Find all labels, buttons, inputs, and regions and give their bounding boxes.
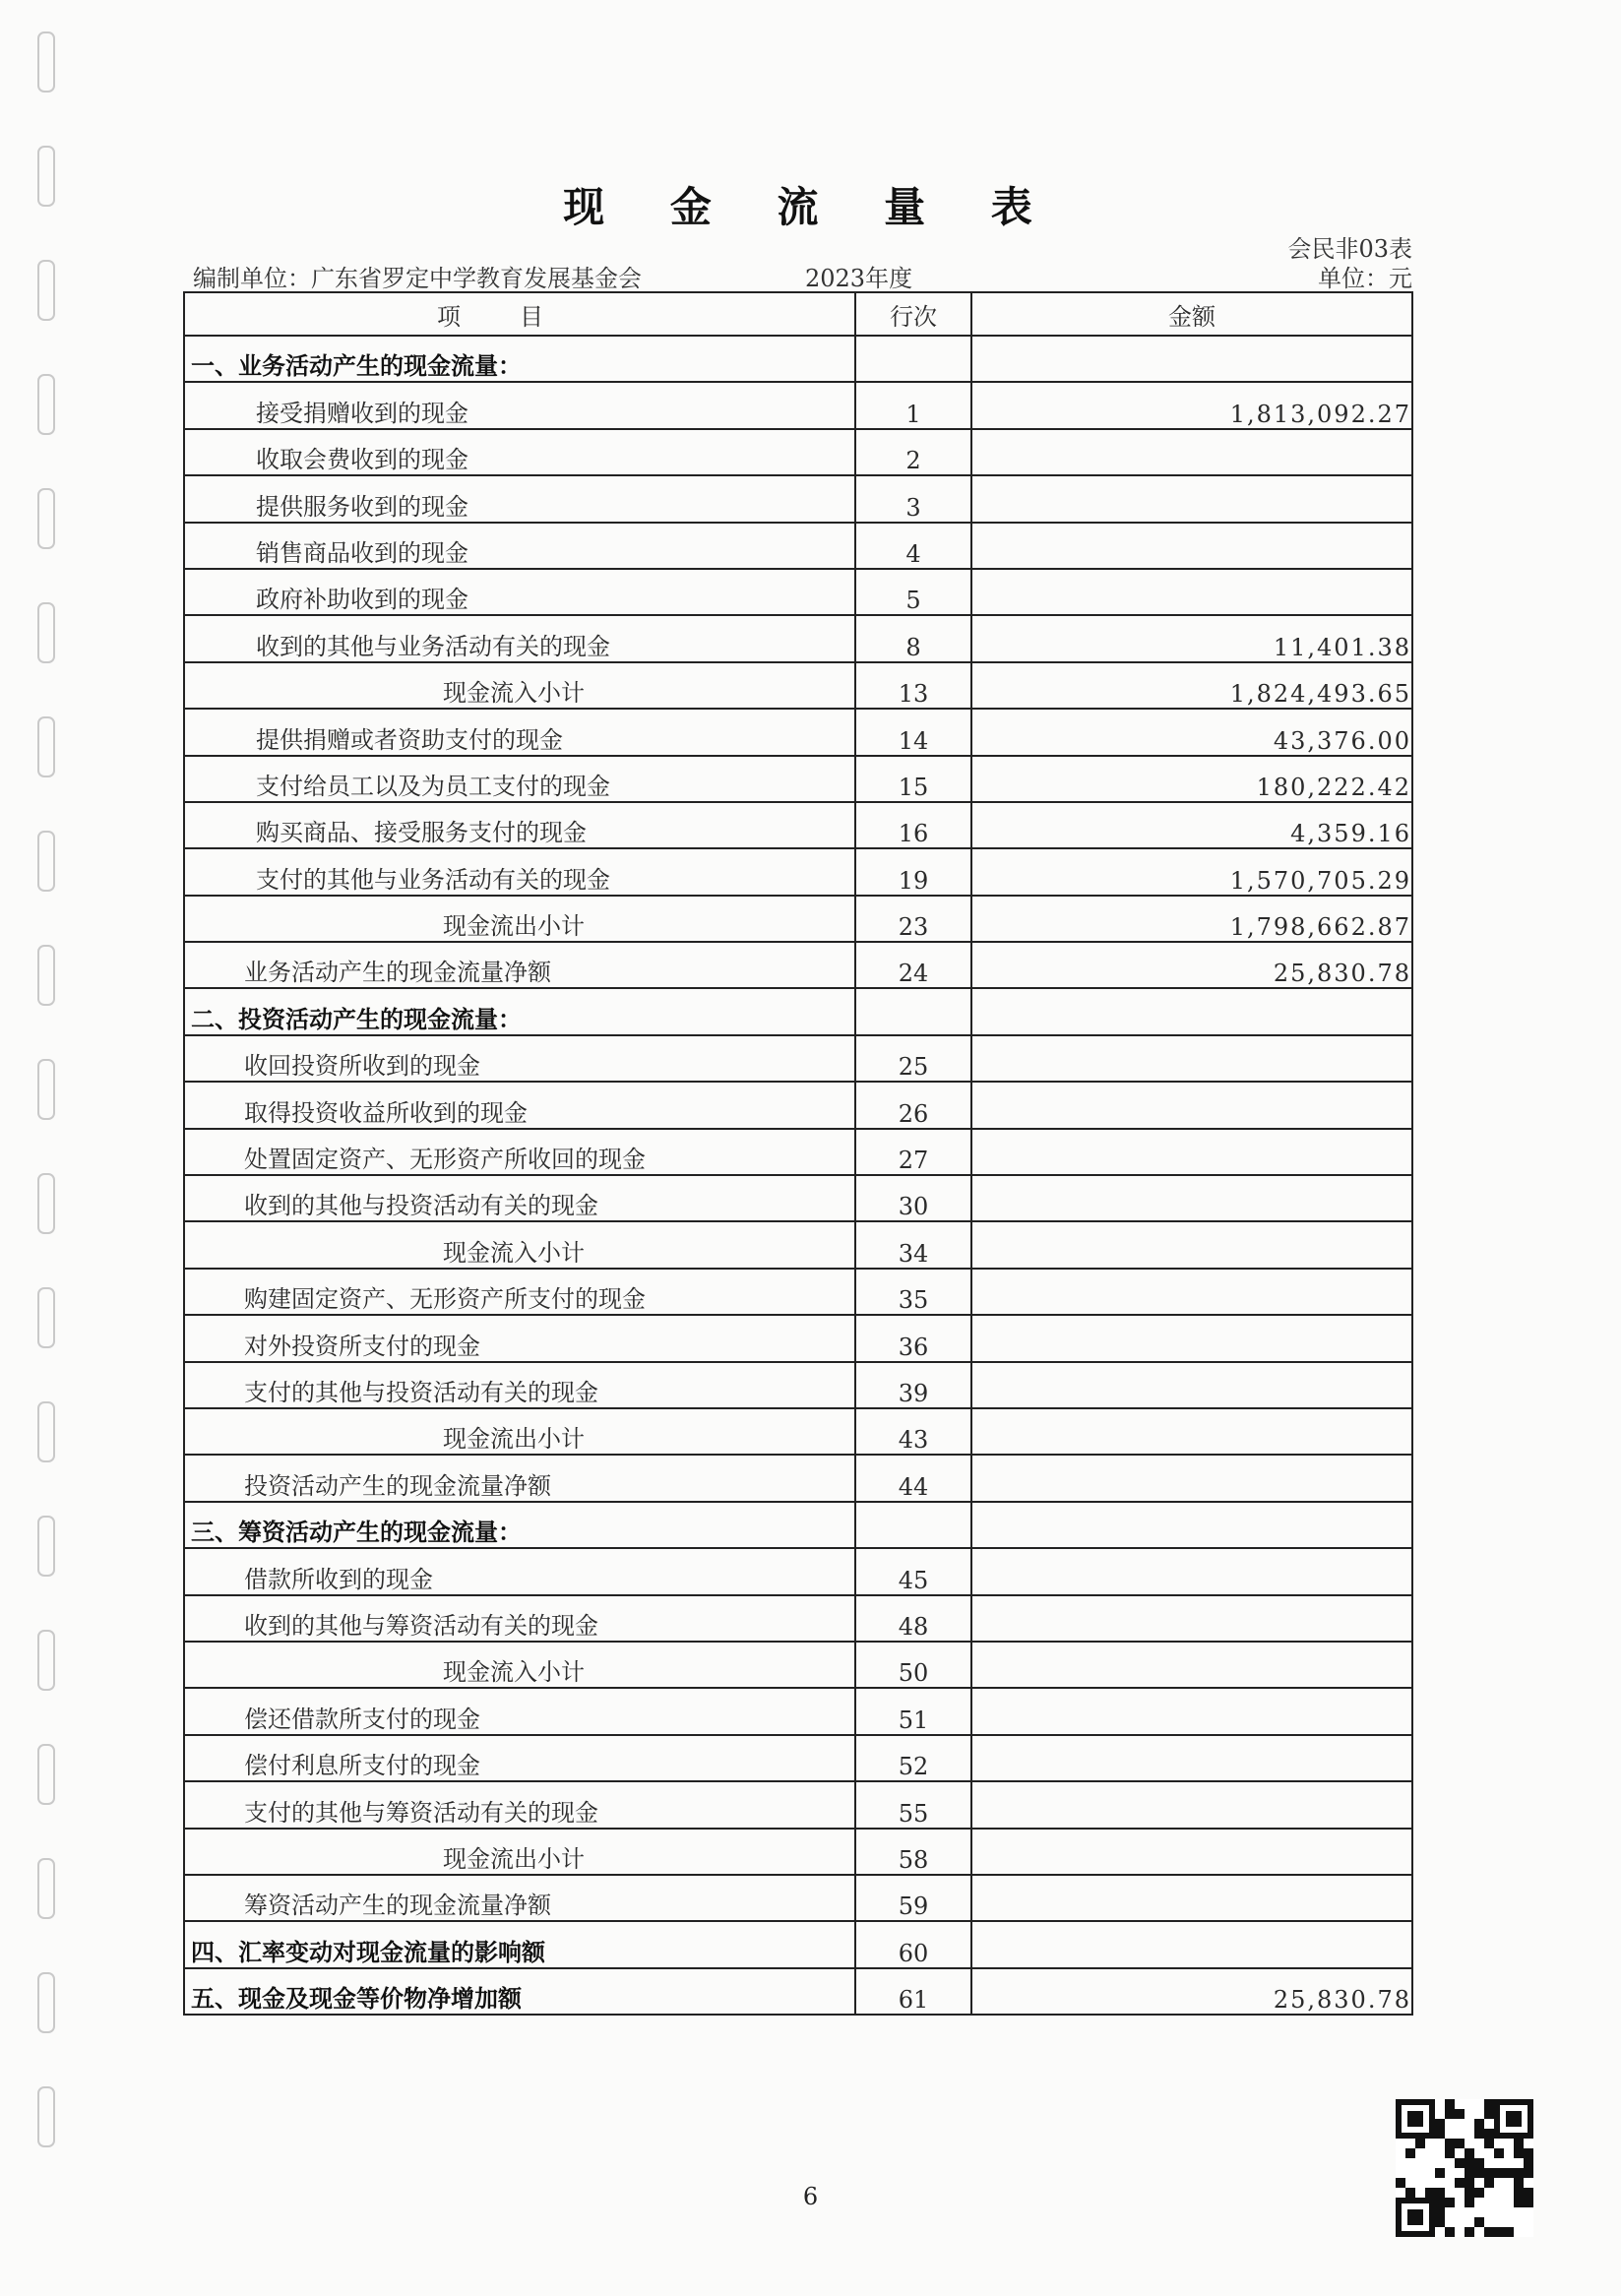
row-number: 45 xyxy=(855,1548,971,1594)
amount-cell xyxy=(971,988,1412,1034)
row-number: 39 xyxy=(855,1362,971,1408)
amount-cell xyxy=(971,1548,1412,1594)
amount-cell xyxy=(971,1921,1412,1967)
line-item-label: 处置固定资产、无形资产所收回的现金 xyxy=(184,1129,855,1175)
row-number: 44 xyxy=(855,1455,971,1501)
table-row xyxy=(184,1968,1412,2015)
amount-cell xyxy=(971,1315,1412,1361)
amount-cell: 1,798,662.87 xyxy=(971,896,1412,942)
amount-cell xyxy=(971,1875,1412,1921)
section-heading: 二、投资活动产生的现金流量： xyxy=(184,988,855,1034)
row-number xyxy=(855,336,971,382)
amount-cell xyxy=(971,1269,1412,1315)
page-title: 现 金 流 量 表 xyxy=(563,183,1058,231)
qr-code xyxy=(1396,2099,1533,2237)
binding-hole xyxy=(37,716,55,777)
subtotal-label: 现金流入小计 xyxy=(184,662,855,709)
section-heading: 三、筹资活动产生的现金流量： xyxy=(184,1502,855,1548)
subtotal-label: 现金流出小计 xyxy=(184,1829,855,1875)
fiscal-year: 2023年度 xyxy=(805,265,913,292)
row-number: 59 xyxy=(855,1875,971,1921)
row-number: 48 xyxy=(855,1595,971,1642)
line-item-label: 偿还借款所支付的现金 xyxy=(184,1688,855,1734)
row-number: 19 xyxy=(855,848,971,895)
table-row xyxy=(184,569,1412,615)
line-item-label: 业务活动产生的现金流量净额 xyxy=(184,942,855,988)
section-heading: 五、现金及现金等价物净增加额 xyxy=(184,1968,855,2015)
row-number: 61 xyxy=(855,1968,971,2015)
line-item-label: 购建固定资产、无形资产所支付的现金 xyxy=(184,1269,855,1315)
amount-cell: 11,401.38 xyxy=(971,615,1412,661)
binding-hole xyxy=(37,1287,55,1348)
row-number: 25 xyxy=(855,1035,971,1082)
table-row xyxy=(184,756,1412,802)
row-number: 24 xyxy=(855,942,971,988)
qr-finder-pattern xyxy=(1494,2099,1533,2139)
row-number: 13 xyxy=(855,662,971,709)
section-heading: 一、业务活动产生的现金流量： xyxy=(184,336,855,382)
table-row xyxy=(184,1362,1412,1408)
amount-cell xyxy=(971,1595,1412,1642)
row-number: 15 xyxy=(855,756,971,802)
page-number: 6 xyxy=(802,2183,819,2210)
line-item-label: 对外投资所支付的现金 xyxy=(184,1315,855,1361)
line-item-label: 支付的其他与业务活动有关的现金 xyxy=(184,848,855,895)
amount-cell xyxy=(971,523,1412,569)
binding-hole xyxy=(37,1858,55,1919)
amount-cell xyxy=(971,1035,1412,1082)
binding-holes xyxy=(30,20,69,2283)
binding-hole xyxy=(37,1744,55,1805)
row-number: 30 xyxy=(855,1175,971,1221)
currency-unit: 单位：元 xyxy=(1318,265,1412,292)
amount-cell xyxy=(971,1221,1412,1268)
binding-hole xyxy=(37,1516,55,1577)
binding-hole xyxy=(37,374,55,435)
table-row xyxy=(184,1035,1412,1082)
line-item-label: 购买商品、接受服务支付的现金 xyxy=(184,802,855,848)
line-item-label: 筹资活动产生的现金流量净额 xyxy=(184,1875,855,1921)
binding-hole xyxy=(37,31,55,93)
line-item-label: 收回投资所收到的现金 xyxy=(184,1035,855,1082)
amount-cell xyxy=(971,1175,1412,1221)
row-number: 14 xyxy=(855,709,971,755)
line-item-label: 取得投资收益所收到的现金 xyxy=(184,1082,855,1128)
section-heading: 四、汇率变动对现金流量的影响额 xyxy=(184,1921,855,1967)
table-row xyxy=(184,615,1412,661)
row-number: 34 xyxy=(855,1221,971,1268)
table-row xyxy=(184,1875,1412,1921)
binding-hole xyxy=(37,1059,55,1120)
line-item-label: 支付的其他与投资活动有关的现金 xyxy=(184,1362,855,1408)
line-item-label: 收到的其他与投资活动有关的现金 xyxy=(184,1175,855,1221)
row-number: 51 xyxy=(855,1688,971,1734)
line-item-label: 支付给员工以及为员工支付的现金 xyxy=(184,756,855,802)
header-row-number: 行次 xyxy=(855,292,971,336)
table-row xyxy=(184,336,1412,382)
table-row xyxy=(184,1735,1412,1781)
amount-cell: 4,359.16 xyxy=(971,802,1412,848)
amount-cell: 43,376.00 xyxy=(971,709,1412,755)
header-item: 项目 xyxy=(184,292,855,336)
binding-hole xyxy=(37,2086,55,2147)
amount-cell xyxy=(971,1688,1412,1734)
table-row xyxy=(184,1829,1412,1875)
binding-hole xyxy=(37,1630,55,1691)
binding-hole xyxy=(37,260,55,321)
table-row xyxy=(184,802,1412,848)
table-row xyxy=(184,896,1412,942)
table-row xyxy=(184,1221,1412,1268)
amount-cell xyxy=(971,475,1412,522)
amount-cell xyxy=(971,1129,1412,1175)
binding-hole xyxy=(37,1972,55,2033)
amount-cell: 25,830.78 xyxy=(971,1968,1412,2015)
line-item-label: 接受捐赠收到的现金 xyxy=(184,382,855,428)
table-row xyxy=(184,1269,1412,1315)
table-row xyxy=(184,1548,1412,1594)
amount-cell: 1,813,092.27 xyxy=(971,382,1412,428)
table-row xyxy=(184,475,1412,522)
qr-finder-pattern xyxy=(1396,2198,1435,2237)
line-item-label: 投资活动产生的现金流量净额 xyxy=(184,1455,855,1501)
line-item-label: 收取会费收到的现金 xyxy=(184,429,855,475)
row-number: 36 xyxy=(855,1315,971,1361)
row-number: 4 xyxy=(855,523,971,569)
header-amount: 金额 xyxy=(971,292,1412,336)
binding-hole xyxy=(37,1173,55,1234)
line-item-label: 政府补助收到的现金 xyxy=(184,569,855,615)
binding-hole xyxy=(37,1401,55,1462)
row-number: 8 xyxy=(855,615,971,661)
line-item-label: 收到的其他与业务活动有关的现金 xyxy=(184,615,855,661)
binding-hole xyxy=(37,488,55,549)
table-row xyxy=(184,1595,1412,1642)
subtotal-label: 现金流入小计 xyxy=(184,1642,855,1688)
table-row xyxy=(184,1921,1412,1967)
binding-hole xyxy=(37,831,55,892)
row-number: 55 xyxy=(855,1781,971,1828)
table-row xyxy=(184,942,1412,988)
line-item-label: 支付的其他与筹资活动有关的现金 xyxy=(184,1781,855,1828)
table-row xyxy=(184,382,1412,428)
table-row xyxy=(184,709,1412,755)
table-row xyxy=(184,1129,1412,1175)
amount-cell xyxy=(971,1829,1412,1875)
line-item-label: 提供服务收到的现金 xyxy=(184,475,855,522)
row-number: 5 xyxy=(855,569,971,615)
amount-cell xyxy=(971,1781,1412,1828)
form-code: 会民非03表 xyxy=(1287,235,1412,263)
binding-hole xyxy=(37,602,55,663)
cash-flow-table xyxy=(183,291,1413,2016)
row-number: 35 xyxy=(855,1269,971,1315)
table-row xyxy=(184,429,1412,475)
subtotal-label: 现金流入小计 xyxy=(184,1221,855,1268)
table-row xyxy=(184,1642,1412,1688)
table-row xyxy=(184,1082,1412,1128)
row-number: 52 xyxy=(855,1735,971,1781)
row-number: 58 xyxy=(855,1829,971,1875)
row-number: 16 xyxy=(855,802,971,848)
table-row xyxy=(184,1315,1412,1361)
amount-cell xyxy=(971,1362,1412,1408)
row-number xyxy=(855,1502,971,1548)
subtotal-label: 现金流出小计 xyxy=(184,1408,855,1455)
line-item-label: 借款所收到的现金 xyxy=(184,1548,855,1594)
table-row xyxy=(184,1175,1412,1221)
binding-hole xyxy=(37,945,55,1006)
row-number: 3 xyxy=(855,475,971,522)
amount-cell xyxy=(971,1735,1412,1781)
amount-cell xyxy=(971,569,1412,615)
row-number: 1 xyxy=(855,382,971,428)
amount-cell: 1,570,705.29 xyxy=(971,848,1412,895)
amount-cell: 25,830.78 xyxy=(971,942,1412,988)
line-item-label: 销售商品收到的现金 xyxy=(184,523,855,569)
row-number: 26 xyxy=(855,1082,971,1128)
amount-cell xyxy=(971,429,1412,475)
table-row xyxy=(184,523,1412,569)
row-number: 43 xyxy=(855,1408,971,1455)
row-number: 50 xyxy=(855,1642,971,1688)
line-item-label: 提供捐赠或者资助支付的现金 xyxy=(184,709,855,755)
table-row xyxy=(184,1688,1412,1734)
row-number xyxy=(855,988,971,1034)
amount-cell: 180,222.42 xyxy=(971,756,1412,802)
qr-finder-pattern xyxy=(1396,2099,1435,2139)
table-row xyxy=(184,1408,1412,1455)
row-number: 23 xyxy=(855,896,971,942)
amount-cell xyxy=(971,1408,1412,1455)
line-item-label: 偿付利息所支付的现金 xyxy=(184,1735,855,1781)
amount-cell xyxy=(971,1082,1412,1128)
table-row xyxy=(184,1455,1412,1501)
table-row xyxy=(184,848,1412,895)
row-number: 60 xyxy=(855,1921,971,1967)
table-row xyxy=(184,1502,1412,1548)
row-number: 2 xyxy=(855,429,971,475)
table-row xyxy=(184,662,1412,709)
line-item-label: 收到的其他与筹资活动有关的现金 xyxy=(184,1595,855,1642)
amount-cell xyxy=(971,1642,1412,1688)
table-row xyxy=(184,988,1412,1034)
amount-cell: 1,824,493.65 xyxy=(971,662,1412,709)
amount-cell xyxy=(971,1455,1412,1501)
preparing-unit: 编制单位：广东省罗定中学教育发展基金会 xyxy=(193,265,642,292)
subtotal-label: 现金流出小计 xyxy=(184,896,855,942)
row-number: 27 xyxy=(855,1129,971,1175)
table-header-row xyxy=(184,292,1412,336)
amount-cell xyxy=(971,1502,1412,1548)
amount-cell xyxy=(971,336,1412,382)
table-row xyxy=(184,1781,1412,1828)
